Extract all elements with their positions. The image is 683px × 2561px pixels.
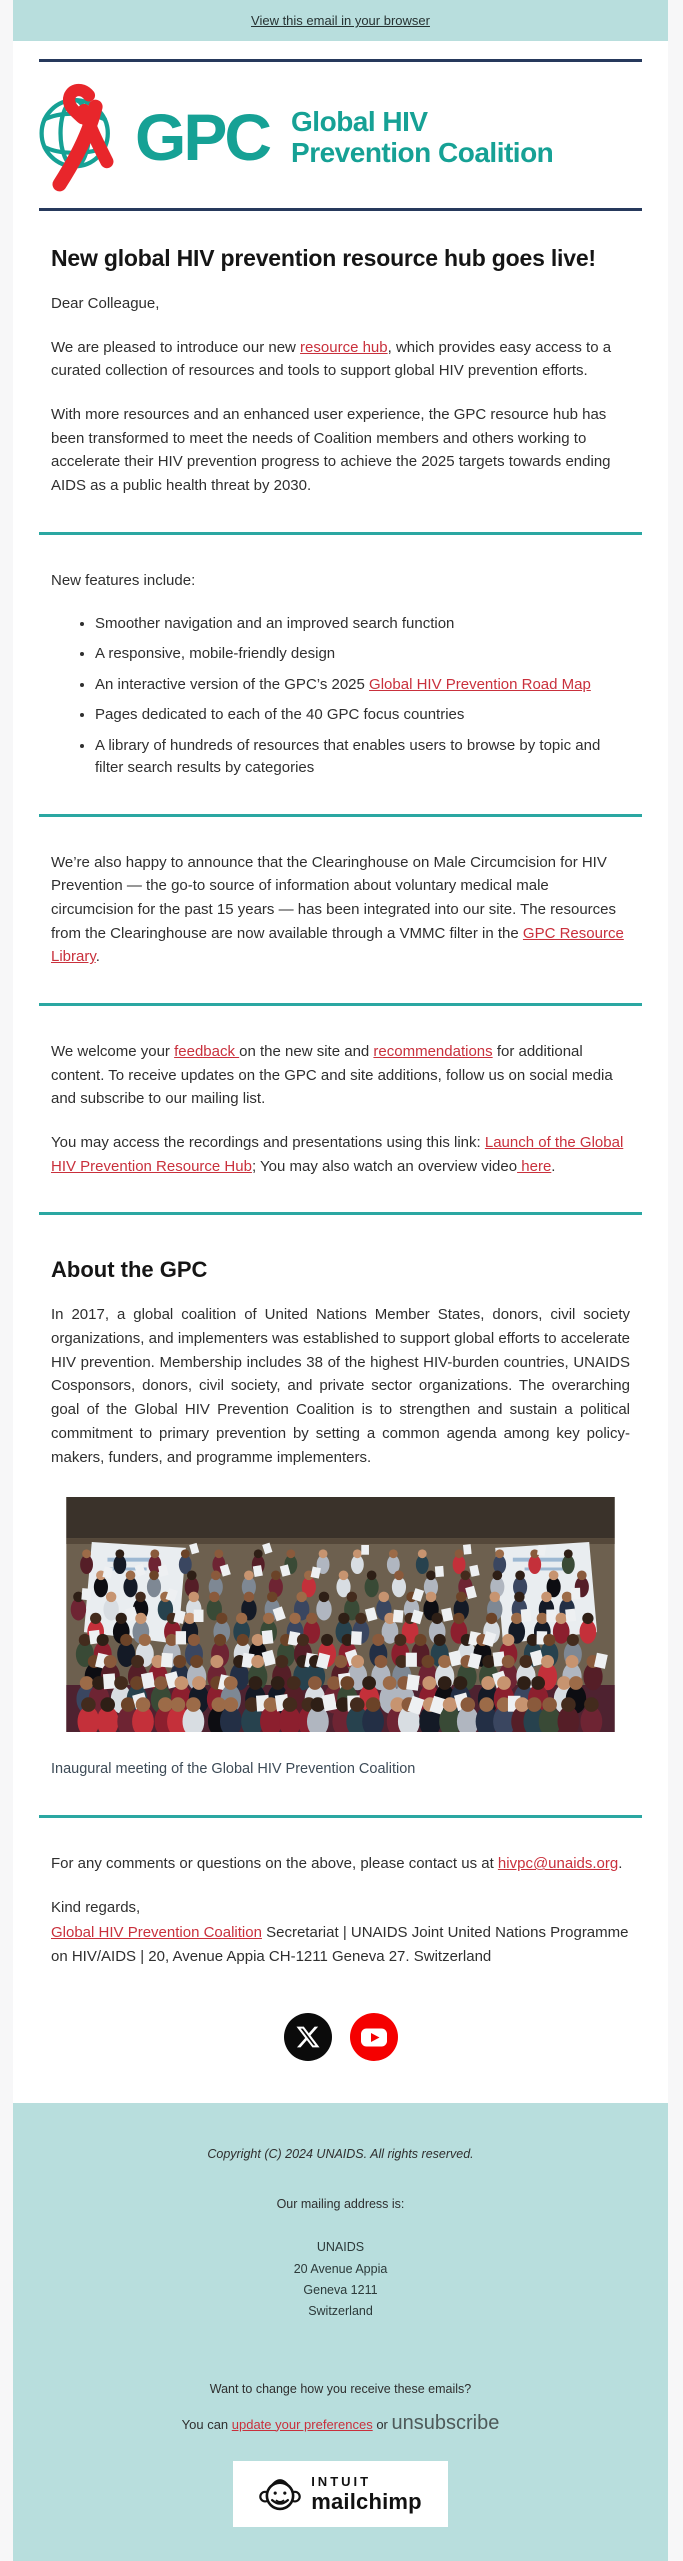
youtube-icon [350, 2013, 398, 2061]
preferences-text-2: or [372, 2416, 392, 2432]
intro-text-pre: We are pleased to introduce our new [51, 338, 301, 356]
features-intro: New features include: [51, 571, 196, 589]
view-in-browser-link[interactable]: View this email in your browser [251, 13, 430, 28]
list-item: • Pages dedicated to each of the 40 GPC focus countries [95, 704, 630, 727]
address-line: Switzerland [308, 2304, 373, 2319]
overview-video-link[interactable]: here [517, 1157, 552, 1175]
preferences-text-1: You can [181, 2416, 232, 2432]
contact-text-1: For any comments or questions on the above, please contact us at [51, 1855, 498, 1873]
divider-teal-1 [39, 532, 642, 535]
gpc-signature-link[interactable]: Global HIV Prevention Coalition [51, 1924, 262, 1942]
divider-teal-4 [39, 1212, 642, 1215]
preferences-line [33, 2408, 648, 2440]
recordings-paragraph [51, 1131, 630, 1178]
address-line: Geneva 1211 [303, 2283, 378, 2298]
road-map-link[interactable]: Global HIV Prevention Road Map [369, 675, 591, 693]
intuit-label: INTUIT [311, 2474, 372, 2490]
copyright-text: Copyright (C) 2024 UNAIDS. All rights reserved. [207, 2146, 474, 2161]
x-social-button[interactable] [284, 2013, 332, 2061]
photo-caption: Inaugural meeting of the Global HIV Prevention Coalition [51, 1761, 416, 1778]
mailchimp-badge[interactable] [233, 2461, 448, 2527]
list-item: • A library of hundreds of resources that enables users to browse by topic and filter search results by categories [95, 735, 630, 780]
feedback-link[interactable]: feedback [174, 1042, 240, 1060]
divider-teal-2 [39, 814, 642, 817]
signature-line [51, 1921, 630, 1968]
preheader-bar [13, 0, 668, 41]
mailchimp-label: mailchimp [311, 2488, 422, 2514]
clearinghouse-text-post: . [95, 948, 100, 966]
intro-paragraph [51, 336, 630, 383]
footer-spacer [33, 2324, 648, 2380]
transformed-paragraph: With more resources and an enhanced user experience, the GPC resource hub has been transformed to meet the needs of Coalition members and others working to accelerate their HIV prevention progress to achieve the 2025 targets towards ending AIDS as a public health threat by 2030. [51, 406, 611, 495]
gpc-logo [13, 62, 668, 208]
feedback-text-1: We welcome your [51, 1042, 175, 1060]
gpc-logo-wordmark-line1: Global HIV [291, 105, 428, 137]
feedback-text-3: for additional content. To receive updates on the GPC and site additions, follow us on social media and subscribe to our mailing list. [51, 1042, 613, 1108]
recommendations-link[interactable]: recommendations [373, 1042, 493, 1060]
recordings-text-1: You may access the recordings and presentations using this link: [51, 1134, 485, 1151]
feature-roadmap-pre: An interactive version of the GPC’s 2025 [95, 675, 370, 693]
about-paragraph: In 2017, a global coalition of United Nations Member States, donors, civil society organizations, and implementers was established to support global efforts to accelerate HIV prevention. Membership includes 38 of the highest HIV-burden countries, UNAIDS Cosponsors, donors, civil society, and private sector organizations. The overarching goal of the Global HIV Prevention Coalition is to strengthen and sustain a political commitment to primary prevention by setting a common agenda among key policy-makers, funders, and programme implementers. [51, 1306, 630, 1466]
footer [13, 2103, 668, 2561]
x-icon [284, 2013, 332, 2061]
recordings-text-2: ; You may also watch an overview video [251, 1157, 518, 1175]
group-photo [58, 1497, 623, 1732]
social-links [13, 1989, 668, 2103]
clearinghouse-paragraph [51, 851, 630, 969]
youtube-social-button[interactable] [350, 2013, 398, 2061]
gpc-logo-wordmark-line2: Prevention Coalition [291, 137, 554, 168]
unsubscribe-link[interactable]: unsubscribe [391, 2411, 500, 2434]
change-emails-question: Want to change how you receive these emails? [209, 2381, 472, 2396]
headline: New global HIV prevention resource hub goes live! [51, 245, 596, 271]
launch-recordings-link[interactable]: Launch of the Global HIV Prevention Resource Hub [51, 1134, 624, 1175]
mailing-address-label: Our mailing address is: [276, 2196, 405, 2211]
list-item: • Smoother navigation and an improved search function [95, 613, 630, 636]
recordings-text-3: . [551, 1157, 556, 1175]
mailchimp-monkey-icon [259, 2473, 301, 2515]
feedback-text-2: on the new site and [239, 1042, 374, 1060]
gpc-logo-acronym: GPC [135, 100, 270, 174]
gpc-globe-ribbon-icon [35, 78, 139, 196]
contact-email-link[interactable]: hivpc@unaids.org [497, 1855, 619, 1873]
resource-hub-link[interactable]: resource hub [300, 338, 388, 356]
address-line: 20 Avenue Appia [293, 2261, 388, 2276]
about-heading: About the GPC [51, 1257, 208, 1283]
email-body [13, 41, 668, 2103]
mailchimp-wordmark [311, 2475, 422, 2512]
contact-paragraph [51, 1852, 630, 1876]
divider-teal-5 [39, 1815, 642, 1818]
gpc-logo-wordmark [291, 106, 553, 169]
divider-navy-bottom [39, 208, 642, 211]
list-item: • A responsive, mobile-friendly design [95, 643, 630, 666]
update-preferences-link[interactable]: update your preferences [231, 2416, 373, 2432]
gpc-resource-library-link[interactable]: GPC Resource Library [51, 924, 624, 966]
list-item [95, 674, 630, 697]
feedback-paragraph [51, 1040, 630, 1111]
salutation: Dear Colleague, [51, 295, 160, 312]
features-list [51, 613, 630, 780]
clearinghouse-text: We’re also happy to announce that the Clearinghouse on Male Circumcision for HIV Prevention — the go-to source of information about voluntary medical male circumcision for the past 15 years — has been integrated into our site. The resources from the Clearinghouse are now available through a VMMC filter in the [51, 853, 617, 942]
address-line: UNAIDS [316, 2240, 365, 2255]
intro-text-post: , which provides easy access to a curated collection of resources and tools to support global HIV prevention efforts. [51, 338, 612, 380]
contact-text-2: . [618, 1855, 623, 1873]
signature-text: Secretariat | UNAIDS Joint United Nations Programme on HIV/AIDS | 20, Avenue Appia CH-1211 Geneva 27. Switzerland [51, 1924, 629, 1966]
divider-teal-3 [39, 1003, 642, 1006]
regards-line: Kind regards, [51, 1898, 141, 1916]
